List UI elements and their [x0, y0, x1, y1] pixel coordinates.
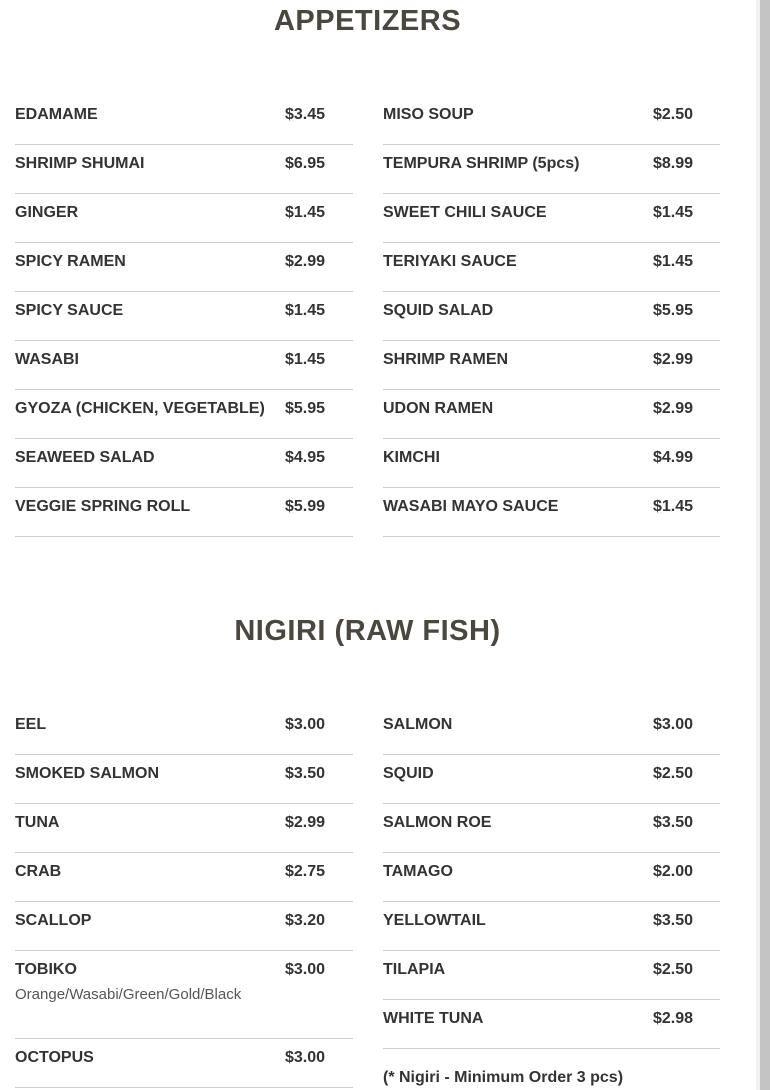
menu-item [15, 1039, 353, 1088]
appetizers-right-column [383, 96, 720, 537]
item-price: $2.50 [653, 106, 694, 123]
menu-item [15, 853, 353, 902]
item-name: WASABI MAYO SAUCE [383, 498, 559, 515]
menu-item [383, 341, 720, 390]
nigiri-right-column [383, 706, 720, 1049]
item-name: TAMAGO [383, 863, 453, 880]
menu-item [15, 243, 353, 292]
item-name: EEL [15, 716, 47, 733]
menu-item [15, 96, 353, 145]
item-name: SALMON [383, 716, 453, 733]
item-price: $3.50 [653, 912, 694, 929]
item-price: $4.99 [653, 449, 694, 466]
menu-item [15, 951, 353, 1039]
nigiri-title: NIGIRI (RAW FISH) [234, 615, 501, 647]
item-price: $1.45 [653, 204, 694, 221]
menu-item [383, 96, 720, 145]
menu-item [15, 804, 353, 853]
item-price: $2.50 [653, 961, 694, 978]
item-name: SPICY RAMEN [15, 253, 126, 270]
menu-item [15, 755, 353, 804]
item-price: $3.00 [285, 961, 326, 978]
menu-item [383, 853, 720, 902]
menu-item [15, 292, 353, 341]
item-name: SCALLOP [15, 912, 92, 929]
item-price: $2.99 [653, 400, 694, 417]
item-price: $2.00 [653, 863, 694, 880]
item-name: KIMCHI [383, 449, 440, 466]
item-price: $5.99 [285, 498, 326, 515]
menu-item [383, 145, 720, 194]
item-price: $2.99 [653, 351, 694, 368]
menu-item [383, 488, 720, 537]
item-price: $1.45 [285, 302, 326, 319]
menu-item [15, 390, 353, 439]
menu-item [383, 243, 720, 292]
item-name: SPICY SAUCE [15, 302, 124, 319]
menu-item [15, 902, 353, 951]
item-name: WASABI [15, 351, 79, 368]
item-name: TERIYAKI SAUCE [383, 253, 517, 270]
item-name: MISO SOUP [383, 106, 474, 123]
menu-item [383, 902, 720, 951]
menu-item [15, 145, 353, 194]
item-price: $1.45 [653, 498, 694, 515]
item-price: $4.95 [285, 449, 326, 466]
item-name: TUNA [15, 814, 60, 831]
menu-item [383, 804, 720, 853]
item-name: SMOKED SALMON [15, 765, 159, 782]
item-price: $6.95 [285, 155, 326, 172]
item-name: GINGER [15, 204, 79, 221]
nigiri-minimum-order-note: (* Nigiri - Minimum Order 3 pcs) [383, 1069, 624, 1086]
item-price: $5.95 [653, 302, 694, 319]
scrollbar-thumb[interactable] [760, 0, 770, 1090]
menu-item [383, 194, 720, 243]
item-name: UDON RAMEN [383, 400, 494, 417]
item-price: $3.20 [285, 912, 326, 929]
menu-item [383, 439, 720, 488]
item-name: CRAB [15, 863, 62, 880]
menu-item [383, 292, 720, 341]
menu-item [15, 341, 353, 390]
menu-item [15, 706, 353, 755]
item-price: $3.50 [653, 814, 694, 831]
item-name: TEMPURA SHRIMP (5pcs) [383, 155, 580, 172]
menu-item [15, 439, 353, 488]
item-price: $2.99 [285, 814, 326, 831]
item-price: $2.99 [285, 253, 326, 270]
menu-item [383, 706, 720, 755]
item-price: $3.00 [285, 1049, 326, 1066]
item-name: EDAMAME [15, 106, 98, 123]
appetizers-left-column [15, 96, 353, 537]
item-name: SQUID SALAD [383, 302, 494, 319]
appetizers-title: APPETIZERS [273, 5, 462, 37]
item-price: $3.00 [285, 716, 326, 733]
item-price: $1.45 [285, 351, 326, 368]
menu-item [15, 488, 353, 537]
item-price: $2.75 [285, 863, 326, 880]
item-name: SWEET CHILI SAUCE [383, 204, 547, 221]
menu-item [383, 755, 720, 804]
menu-item [383, 1000, 720, 1049]
item-price: $3.50 [285, 765, 326, 782]
item-price: $3.00 [653, 716, 694, 733]
item-name: SQUID [383, 765, 434, 782]
nigiri-left-column [15, 706, 353, 1088]
menu-item [15, 194, 353, 243]
item-price: $1.45 [653, 253, 694, 270]
item-name: VEGGIE SPRING ROLL [15, 498, 191, 515]
item-name: SHRIMP SHUMAI [15, 155, 145, 172]
item-name: GYOZA (CHICKEN, VEGETABLE) [15, 400, 265, 417]
item-name: OCTOPUS [15, 1049, 94, 1066]
item-price: $3.45 [285, 106, 326, 123]
item-price: $8.99 [653, 155, 694, 172]
item-description: Orange/Wasabi/Green/Gold/Black [15, 986, 242, 1003]
item-price: $2.50 [653, 765, 694, 782]
item-price: $2.98 [653, 1010, 694, 1027]
item-price: $5.95 [285, 400, 326, 417]
menu-item [383, 390, 720, 439]
item-name: TILAPIA [383, 961, 446, 978]
item-name: SALMON ROE [383, 814, 492, 831]
menu-item [383, 951, 720, 1000]
item-name: WHITE TUNA [383, 1010, 484, 1027]
item-name: YELLOWTAIL [383, 912, 486, 929]
item-price: $1.45 [285, 204, 326, 221]
item-name: SEAWEED SALAD [15, 449, 155, 466]
item-name: TOBIKO [15, 961, 77, 978]
item-name: SHRIMP RAMEN [383, 351, 509, 368]
